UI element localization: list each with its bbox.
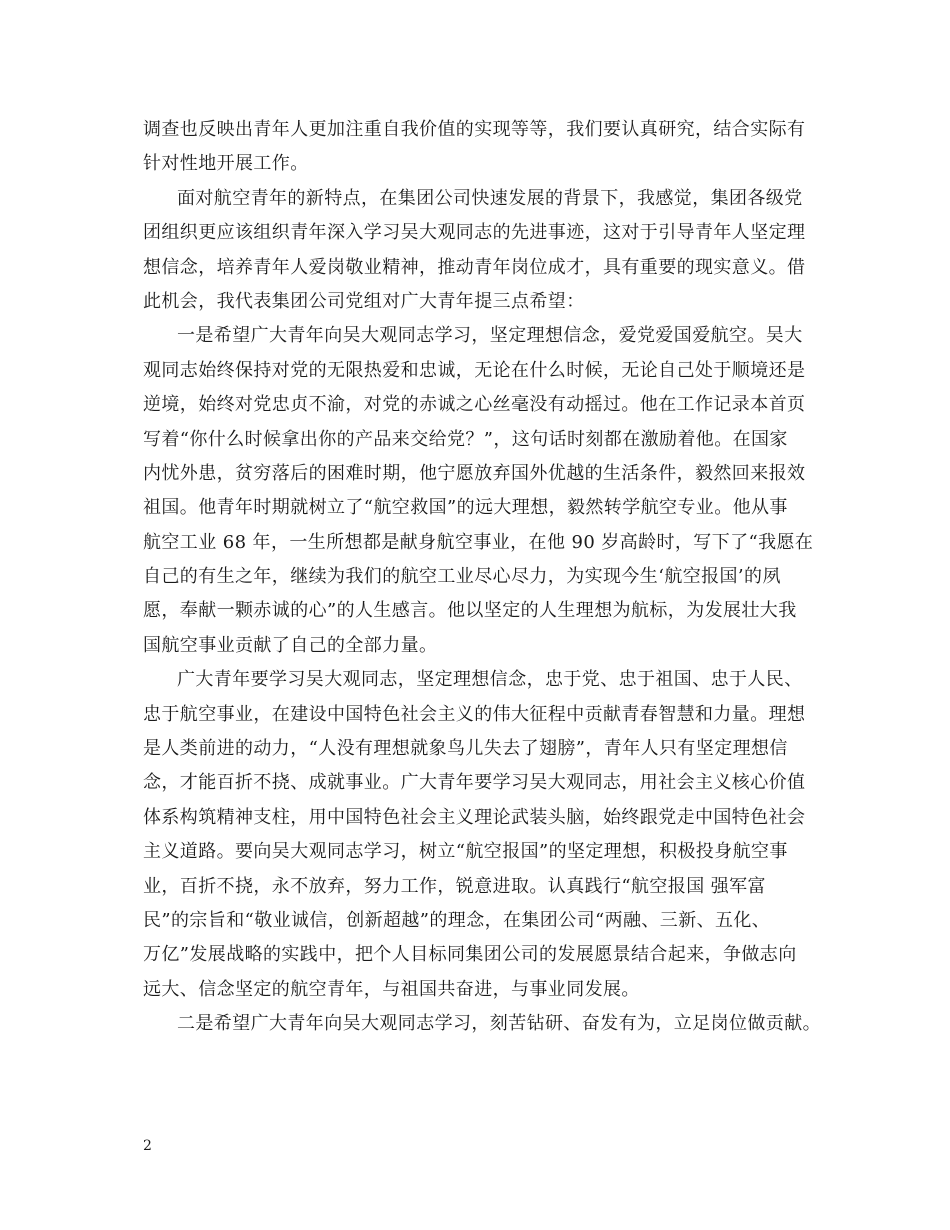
text-line: 业，百折不挠，永不放弃，努力工作，锐意进取。认真践行“航空报国 强军富 [143, 875, 766, 897]
page-number: 2 [143, 1138, 152, 1154]
text-line: 逆境，始终对党忠贞不渝，对党的赤诚之心丝毫没有动摇过。他在工作记录本首页 [143, 394, 806, 416]
text-line: 内忧外患，贫穷落后的困难时期，他宁愿放弃国外优越的生活条件，毅然回来报效 [143, 462, 806, 484]
text-line: 写着“你什么时候拿出你的产品来交给党？”，这句话时刻都在激励着他。在国家 [143, 428, 788, 450]
text-line: 广大青年要学习吴大观同志，坚定理想信念，忠于党、忠于祖国、忠于人民、 [177, 669, 803, 691]
text-line: 忠于航空事业，在建设中国特色社会主义的伟大征程中贡献青春智慧和力量。理想 [143, 703, 806, 725]
text-line: 远大、信念坚定的航空青年，与祖国共奋进，与事业同发展。 [143, 978, 640, 1000]
text-line: 自己的有生之年，继续为我们的航空工业尽心尽力，为实现今生‘航空报国’的夙 [143, 566, 781, 588]
text-line: 想信念，培养青年人爱岗敬业精神，推动青年岗位成才，具有重要的现实意义。借 [143, 256, 806, 278]
text-line: 一是希望广大青年向吴大观同志学习，坚定理想信念，爱党爱国爱航空。吴大 [177, 325, 803, 347]
text-line: 此机会，我代表集团公司党组对广大青年提三点希望： [143, 290, 585, 312]
text-line: 二是希望广大青年向吴大观同志学习，刻苦钻研、奋发有为，立足岗位做贡献。 [177, 1013, 821, 1035]
text-line: 是人类前进的动力，“人没有理想就象鸟儿失去了翅膀”，青年人只有坚定理想信 [143, 738, 788, 760]
body-text [143, 113, 823, 1042]
text-line: 民”的宗旨和“敬业诚信，创新超越”的理念，在集团公司“两融、三新、五化、 [143, 909, 771, 931]
text-line: 观同志始终保持对党的无限热爱和忠诚，无论在什么时候，无论自己处于顺境还是 [143, 359, 806, 381]
text-line: 念，才能百折不挠、成就事业。广大青年要学习吴大观同志，用社会主义核心价值 [143, 772, 806, 794]
text-line: 国航空事业贡献了自己的全部力量。 [143, 634, 438, 656]
text-line: 愿，奉献一颗赤诚的心”的人生感言。他以坚定的人生理想为航标，为发展壮大我 [143, 600, 797, 622]
text-line: 针对性地开展工作。 [143, 153, 309, 175]
text-line: 航空工业 68 年，一生所想都是献身航空事业，在他 90 岁高龄时，写下了“我愿在 [143, 531, 814, 553]
text-line: 主义道路。要向吴大观同志学习，树立“航空报国”的坚定理想，积极投身航空事 [143, 841, 788, 863]
text-line: 体系构筑精神支柱，用中国特色社会主义理论武装头脑，始终跟党走中国特色社会 [143, 806, 806, 828]
text-line: 万亿”发展战略的实践中，把个人目标同集团公司的发展愿景结合起来，争做志向 [143, 944, 797, 966]
text-line: 祖国。他青年时期就树立了“航空救国”的远大理想，毅然转学航空专业。他从事 [143, 497, 788, 519]
text-line: 调查也反映出青年人更加注重自我价值的实现等等，我们要认真研究，结合实际有 [143, 119, 806, 140]
text-line: 团组织更应该组织青年深入学习吴大观同志的先进事迹，这对于引导青年人坚定理 [143, 222, 806, 244]
text-line: 面对航空青年的新特点，在集团公司快速发展的背景下，我感觉，集团各级党 [177, 187, 803, 209]
